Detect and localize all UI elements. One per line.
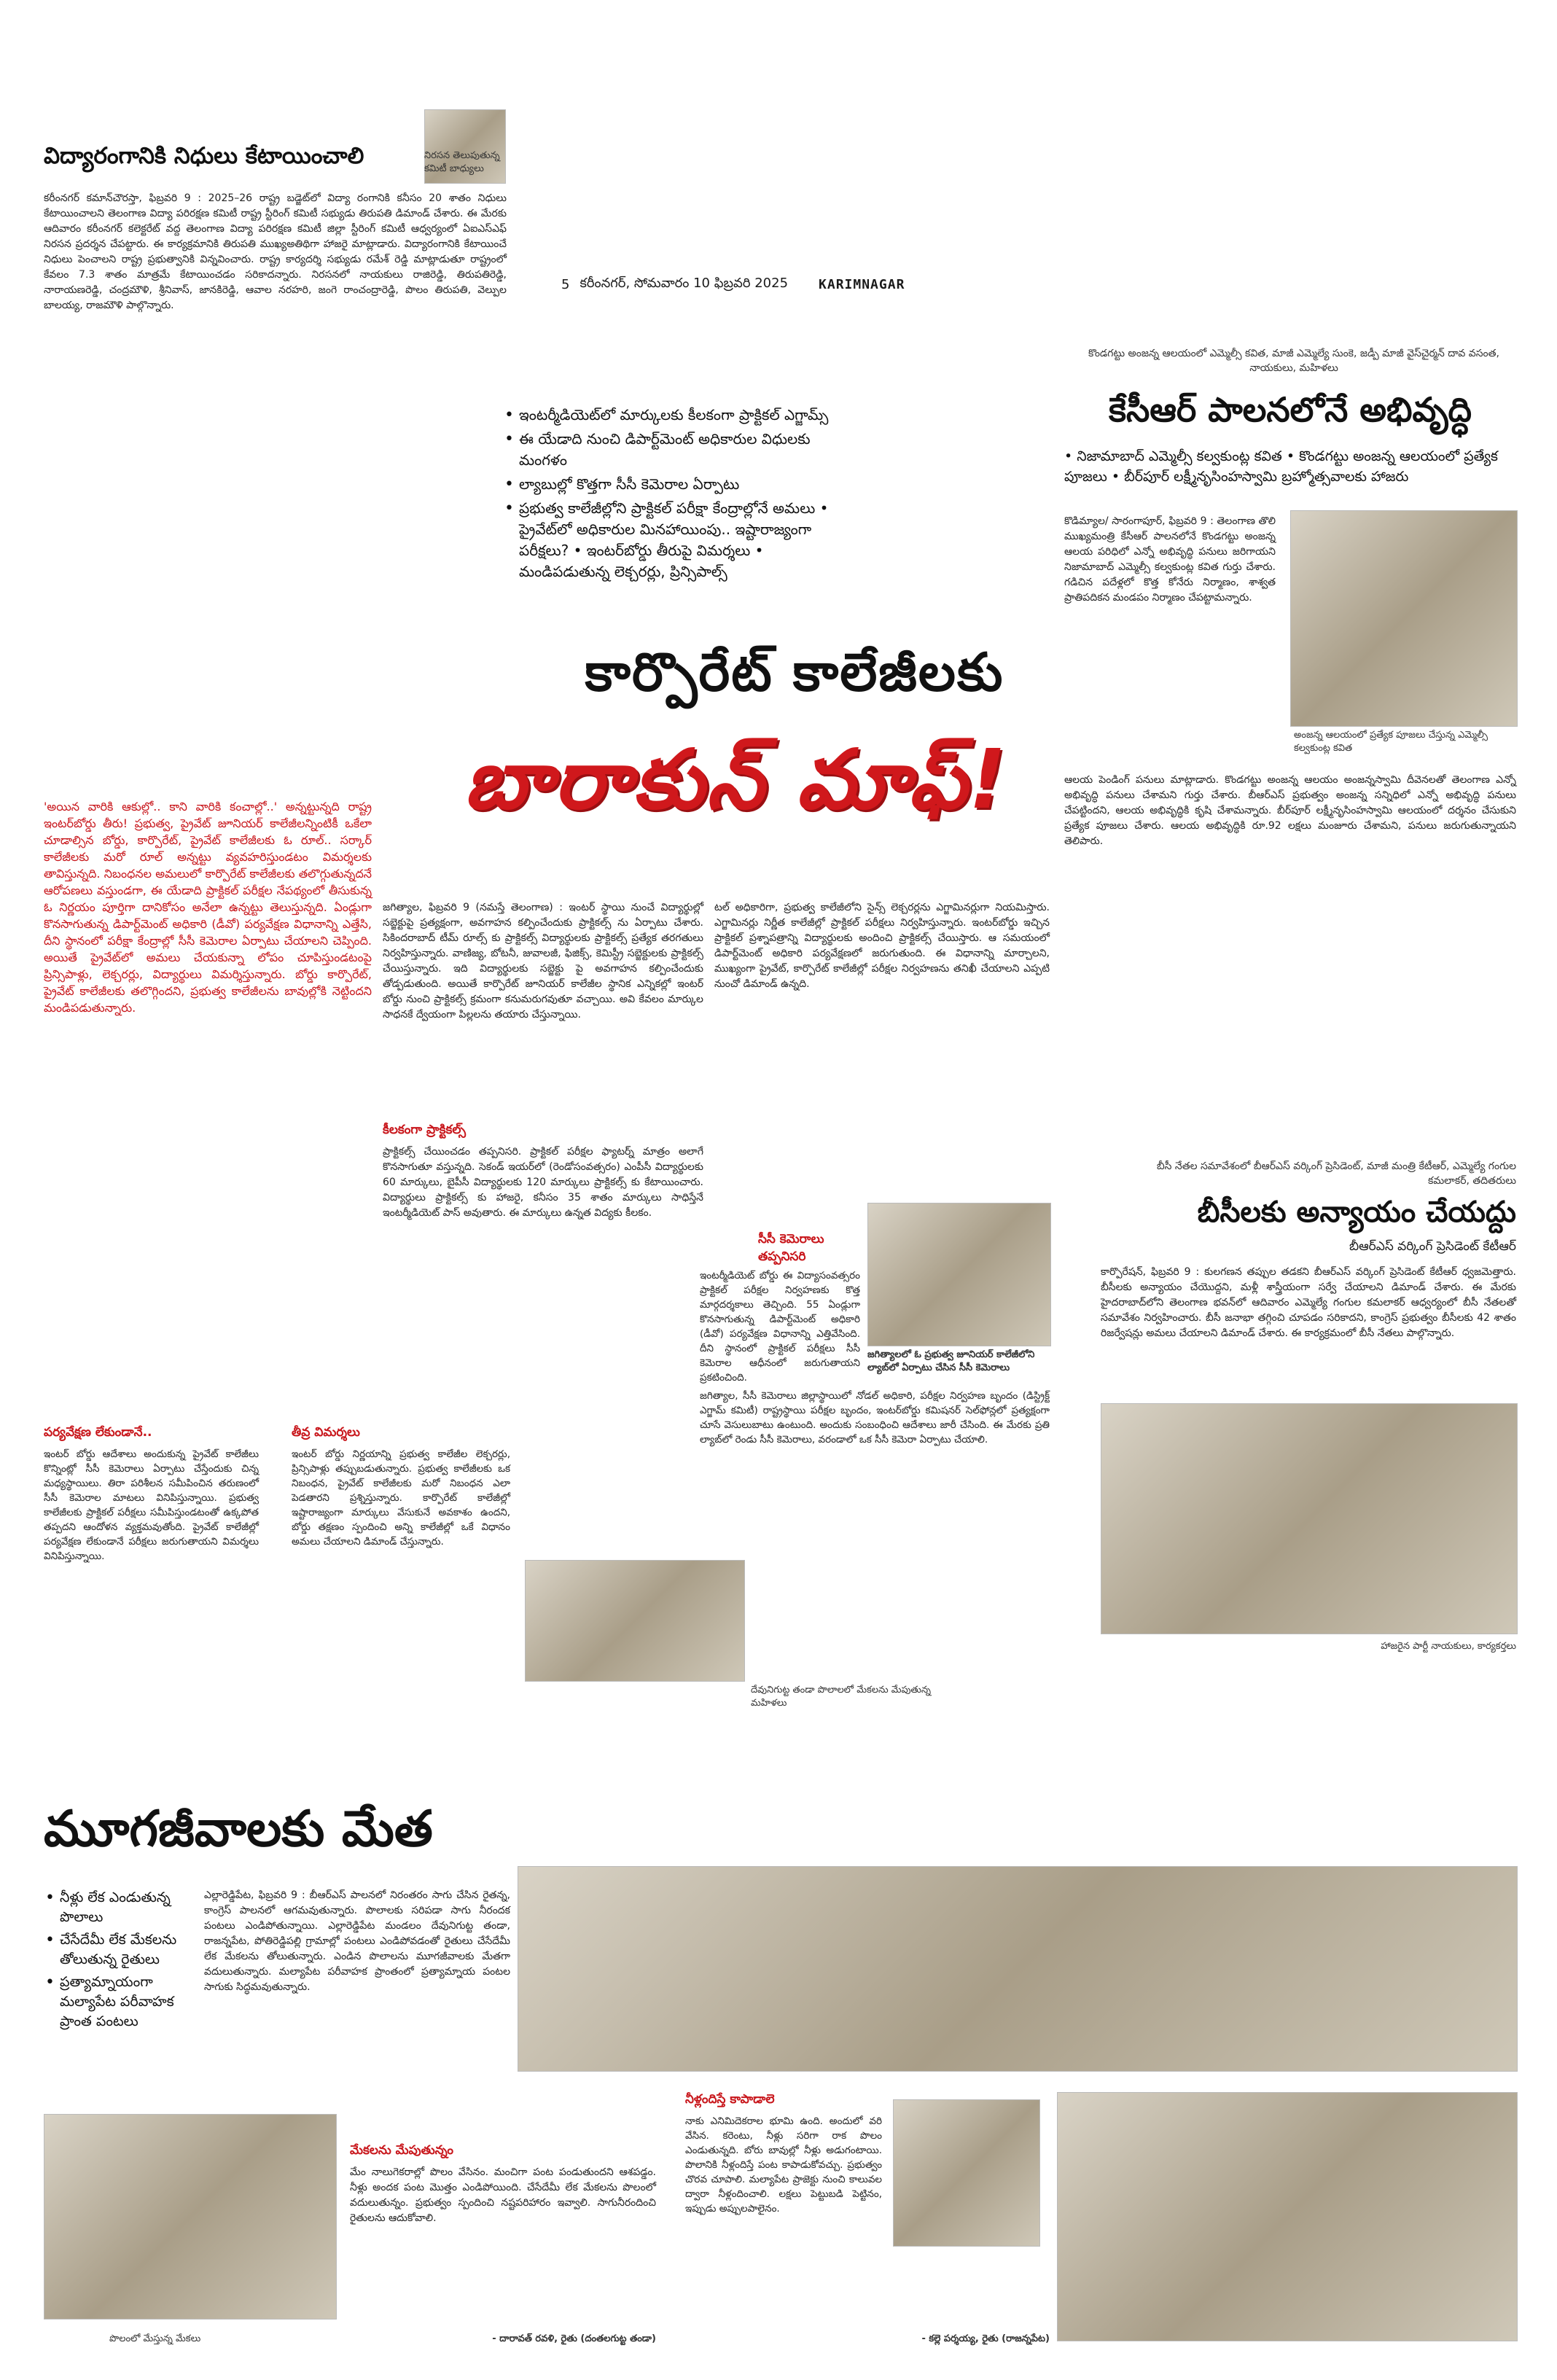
fodder-headline: మూగజీవాలకు మేత <box>44 1800 433 1858</box>
fodder-body: ఎల్లారెడ్డిపేట, ఫిబ్రవరి 9 : బీఆర్ఎస్ పాలనలో నిరంతరం సాగు చేసిన రైతన్న, కాంగ్రెస్ పాలనలో ఆగమవుతున్నారు. పొలాలకు సరిపడా సాగు నీరందక పంటలు ఎండిపోతున్నాయి. ఎల్లారెడ్డిపేట మండలం దేవునిగుట్ట తండా, రాజన్నపేట, పోతిరెడ్డిపల్లి గ్రామాల్లో పంటలు ఎండిపోవడంతో రైతులు చేసేదేమీ లేక మేకలను తోలుతున్నారు. ఎండిన పొలాలను మూగజీవాలకు మేతగా వదులుతున్నారు. మల్యాపేట పరీవాహక ప్రాంతంలో ప్రత్యామ్నాయ పంటల సాగుకు సిద్ధమవుతున్నారు. <box>204 1889 510 1993</box>
ktr-body-top: కొడిమ్యాల/ సారంగాపూర్, ఫిబ్రవరి 9 : తెలంగాణ తొలి ముఖ్యమంత్రి కేసీఆర్ పాలనలోనే కొండగట్టు అంజన్న ఆలయ పరిధిలో ఎన్నో అభివృద్ధి పనులు జరిగాయని నిజామాబాద్ ఎమ్మెల్సీ కల్వకుంట్ల కవిత గుర్తు చేశారు. గడిచిన పదేళ్లలో కొత్త కోనేరు నిర్మాణం, శాశ్వత ప్రాతిపదికన మండపం నిర్మాణం చేపట్టామన్నారు. <box>1064 515 1276 604</box>
highlight-item: • ఈ యేడాది నుంచి డిపార్ట్‌మెంట్ అధికారుల విధులకు మంగళం <box>503 429 831 471</box>
dry-field-photo <box>1057 2092 1518 2341</box>
budget-headline: విద్యారంగానికి నిధులు కేటాయించాలి <box>44 143 364 169</box>
quote-goats: - దారావత్ రవళి, రైతు (దంతలగుట్ట తండా) <box>492 2333 656 2344</box>
budget-headline-wrap <box>44 143 415 174</box>
page-number: 5 <box>561 276 570 292</box>
ktr-headline: కేసీఆర్ పాలనలోనే అభివృద్ధి <box>1108 390 1472 429</box>
section-name: KARIMNAGAR <box>819 276 905 292</box>
quote-water: - కల్లె పర్శయ్య, రైతు (రాజన్నపేట) <box>921 2333 1050 2344</box>
bc-photo <box>1101 1403 1518 1634</box>
main-body-left: జగిత్యాల, ఫిబ్రవరి 9 (నమస్తే తెలంగాణ) : ఇంటర్ స్థాయి నుంచే విద్యార్థుల్లో సబ్జెక్టుపై ప్రత్యక్షంగా, అవగాహన కల్పించేందుకు ప్రాక్టికల్స్ ను ఏర్పాటు చేశారు. సికిందరాబాద్ టీమ్ రూల్స్ కు ప్రాక్టికల్స్ విద్యార్థులకు ప్రాక్టికల్స్ ప్రత్యేక తరగతులు నిర్వహిస్తున్నారు. వాణిజ్య, బోటనీ, జువాలజీ, ఫిజిక్స్, కెమిస్ట్రీ సబ్జెక్టులకు ప్రాక్టికల్స్ చేయిస్తున్నారు. ఇది విద్యార్థులకు సబ్జెక్టు పై అవగాహన కల్పించేందుకు తోడ్పడుతుంది. అయితే కార్పొరేట్ జూనియర్ కాలేజీల స్థానిక ఎన్నికల్లో ఇంటర్ బోర్డు నుంచి ప్రాక్టికల్స్ క్రమంగా కనుమరుగవుతూ వచ్చాయి. అవి కేవలం మార్కుల సాధనకే ద్వేయంగా పిల్లలను తయారు చేస్తున్నాయి. <box>383 902 703 1021</box>
bc-kicker: బీసీ నేతల సమావేశంలో బీఆర్ఎస్ వర్కింగ్ ప్రెసిడెంట్, మాజీ మంత్రి కేటీఆర్, ఎమ్మెల్యే గంగుల కమలాకర్, తదితరులు <box>1156 1160 1516 1187</box>
main-red-intro: 'అయిన వారికి ఆకుల్లో.. కాని వారికి కంచాల్లో..' అన్నట్టున్నది రాష్ట్ర ఇంటర్‌బోర్డు తీరు! ప్రభుత్వ, ప్రైవేట్ జూనియర్ కాలేజీలన్నింటికీ ఒకేలా చూడాల్సిన బోర్డు, కార్పొరేట్, ప్రైవేట్ కాలేజీలకు ఓ రూల్.. సర్కార్ కాలేజీలకు మరో రూల్ అన్నట్టు వ్యవహరిస్తుండటం విమర్శలకు తావిస్తున్నది. నిబంధనల అమలులో కార్పొరేట్ కాలేజీలకు తలొగ్గుతున్నదనే ఆరోపణలు వస్తుండగా, ఈ యేడాది ప్రాక్టికల్ పరీక్షల నేపథ్యంలో తీసుకున్న ఓ నిర్ణయం పూర్తిగా దానికోసం అనేలా ఉన్నట్టు తెలుస్తున్నది. ఏండ్లుగా కొనసాగుతున్న డిపార్ట్‌మెంట్ అధికారి (డీవో) పర్యవేక్షణ విధానాన్ని ఎత్తేసి, దీని స్థానంలో పరీక్షా కేంద్రాల్లో సీసీ కెమెరాల ఏర్పాటు చేయాలని చెప్పింది. అయితే ప్రైవేట్‌లో అమలు చేయకున్నా లోపం చూపిస్తుండటంపై ప్రిన్సిపాళ్లు, లెక్చరర్లు, విద్యార్థులు విమర్శిస్తున్నారు. బోర్డు కార్పొరేట్, ప్రైవేట్ కాలేజీలకు తలొగ్గిందని, ప్రభుత్వ కాలేజీలను బావుల్లోకి నెట్టిందని మండిపడుతున్నారు. <box>44 800 372 1015</box>
sub-criticism: తీవ్ర విమర్శలు <box>292 1425 360 1440</box>
main-body-cctv: ఇంటర్మీడియెట్ బోర్డు ఈ విద్యాసంవత్సరం ప్రాక్టికల్ పరీక్షల నిర్వహణకు కొత్త మార్గదర్శకాలు తెచ్చింది. 55 ఏండ్లుగా కొనసాగుతున్న డిపార్ట్‌మెంట్ అధికారి (డీవో) పర్యవేక్షణ విధానాన్ని ఎత్తివేసింది. దీని స్థానంలో ప్రాక్టికల్ పరీక్షలు సీసీ కెమెరాల ఆధీనంలో జరుగుతాయని ప్రకటించింది. <box>700 1270 860 1384</box>
sub-cctv: సీసీ కెమెరాలు తప్పనిసరి <box>758 1232 824 1264</box>
ktr-deck: • నిజామాబాద్ ఎమ్మెల్సీ కల్వకుంట్ల కవిత • కొండగట్టు అంజన్న ఆలయంలో ప్రత్యేక పూజలు • బీర్‌పూర్ లక్ష్మీనృసింహస్వామి బ్రహ్మోత్సవాలకు హాజరు <box>1064 448 1498 485</box>
fodder-body-goats: మేం నాలుగెకరాల్లో పొలం వేసినం. మంచిగా పంట పండుతుందని ఆశపడ్డం. నీళ్లు అందక పంట మొత్తం ఎండిపోయింది. చేసేదేమీ లేక మేకలను పొలంలో వదులుతున్నం. ప్రభుత్వం స్పందించి నష్టపరిహారం ఇవ్వాలి. సాగునీరందించి రైతులను ఆదుకోవాలి. <box>350 2166 656 2224</box>
ktr-kicker: కొండగట్టు అంజన్న ఆలయంలో ఎమ్మెల్సీ కవిత, మాజీ ఎమ్మెల్యే సుంకె, జడ్పీ మాజీ వైస్‌చైర్మన్ దావ వసంత, నాయకులు, మహిళలు <box>1088 348 1499 374</box>
main-body-lab: జగిత్యాల, సీసీ కెమెరాలు జిల్లాస్థాయిలో నోడల్ అధికారి, పరీక్షల నిర్వహణ బృందం (డిస్ట్రిక్ట్ ఎగ్జామ్ కమిటీ) రాష్ట్రస్థాయి పరీక్షల బృందం, ఇంటర్‌బోర్డు కమిషనర్ సెల్‌ఫోన్లలో ప్రత్యక్షంగా చూసే వెసులుబాటు ఉంటుంది. అందుకు సంబంధించి ఆదేశాలు జారీ చేసింది. ఈ మేరకు ప్రతి ల్యాబ్‌లో రెండు సీసీ కెమెరాలు, వరండాలో ఒక సీసీ కెమెరా ఏర్పాటు చేయాలి. <box>700 1390 1050 1445</box>
fodder-highlight-item: • నీళ్లు లేక ఎండుతున్న పొలాలు <box>44 1888 190 1927</box>
goats-photo <box>44 2114 337 2319</box>
sub-no-supervision: పర్యవేక్షణ లేకుండానే.. <box>44 1425 152 1440</box>
fodder-highlight-item: • ప్రత్యామ్నాయంగా మల్యాపేట పరీవాహక ప్రాంత పంటలు <box>44 1973 190 2032</box>
highlight-item: • ల్యాబుల్లో కొత్తగా సీసీ కెమెరాల ఏర్పాటు <box>503 474 831 495</box>
main-body-key: ప్రాక్టికల్స్ చేయించడం తప్పనిసరి. ప్రాక్టికల్ పరీక్షల ఫ్యాటర్న్ మాత్రం అలాగే కొనసాగుతూ వస్తున్నది. సెకండ్ ఇయర్‌లో (రెండోసంవత్సరం) ఎంపీసీ విద్యార్థులకు 60 మార్కులు, బైపీసీ విద్యార్థులకు 120 మార్కులు ప్రాక్టికల్స్ కు కేటాయించారు. విద్యార్థులు ప్రాక్టికల్స్ కు హాజరై, కనీసం 35 శాతం మార్కులు సాధిస్తేనే ఇంటర్మీడియెట్ పాస్ అవుతారు. ఈ మార్కులు ఉన్నత విద్యకు కీలకం. <box>383 1146 703 1219</box>
masthead <box>561 270 1006 299</box>
bc-body: కార్పొరేషన్, ఫిబ్రవరి 9 : కులగణన తప్పుల తడకని బీఆర్ఎస్ వర్కింగ్ ప్రెసిడెంట్ కేటీఆర్ ధ్వజమెత్తారు. బీసీలకు అన్యాయం చేయొద్దని, మళ్లీ శాస్త్రీయంగా సర్వే చేయాలని డిమాండ్ చేశారు. ఈ మేరకు హైదరాబాద్‌లోని తెలంగాణ భవన్‌లో ఆదివారం ఎమ్మెల్యే గంగుల కమలాకర్ ఆధ్వర్యంలో బీసీ నేతలతో సమావేశం నిర్వహించారు. బీసీ జనాభా తగ్గించి చూపడం సరికాదని, కాంగ్రెస్ ప్రభుత్వం బీసీలకు 42 శాతం రిజర్వేషన్లు అమలు చేయాలని డిమాండ్ చేశారు. ఈ కార్యక్రమంలో బీసీ నేతలు పాల్గొన్నారు. <box>1101 1266 1516 1339</box>
ktr-photo-caption: అంజన్న ఆలయంలో ప్రత్యేక పూజలు చేస్తున్న ఎమ్మెల్సీ కల్వకుంట్ల కవిత <box>1294 730 1488 754</box>
dateline: కరీంనగర్, సోమవారం 10 ఫిబ్రవరి 2025 <box>580 275 789 291</box>
bc-photo-caption: హాజరైన పార్టీ నాయకులు, కార్యకర్తలు <box>1381 1641 1516 1652</box>
main-body-watch: ఇంటర్ బోర్డు ఆదేశాలు అందుకున్న ప్రైవేట్ కాలేజీలు కొన్నింట్లో సీసీ కెమెరాలు ఏర్పాటు చేస్తేందుకు చిన్న మధ్యస్థాయిలు. తిరా పరిశీలన సమీపించిన తరుణంలో సీసీ కెమెరాల మాటలు వినిపిస్తున్నాయి. ప్రభుత్వ కాలేజీలకు ప్రాక్టికల్ పరీక్షలు సమీపిస్తుండటంతో ఉక్కపోత తప్పదని ఆందోళన వ్యక్తమవుతోంది. ప్రైవేట్ కాలేజీల్లో పర్యవేక్షణ లేకుండానే పరీక్షలు జరుగుతాయని విమర్శలు వినిపిస్తున్నాయి. <box>44 1448 259 1562</box>
highlight-item: • ప్రభుత్వ కాలేజీల్లోని ప్రాక్టికల్ పరీక్షా కేంద్రాల్లోనే అమలు • ప్రైవేట్‌లో అధికారుల మినహాయింపు.. ఇష్టారాజ్యంగా పరీక్షలు? • ఇంటర్‌బోర్డు తీరుపై విమర్శలు • మండిపడుతున్న లెక్చరర్లు, ప్రిన్సిపాల్స్ <box>503 498 831 582</box>
farmer-photo <box>893 2099 1040 2247</box>
main-body-mid: టల్ అధికారిగా, ప్రభుత్వ కాలేజీలోని సైన్స్ లెక్చరర్లను ఎగ్జామినర్లుగా నియమిస్తారు. ఎగ్జామినర్లు నిర్ణీత కాలేజీల్లో ప్రాక్టికల్ పరీక్షలు నిర్వహిస్తున్నారు. ఇంటర్‌బోర్డు ఇచ్చిన ప్రాక్టికల్ ప్రశ్నాపత్రాన్ని విద్యార్థులకు అందించి ప్రాక్టికల్స్ చేయిస్తారు. ఆ సమయంలో డిపార్ట్‌మెంట్ అధికారి పర్యవేక్షణలో జరుగుతుంది. ఈ విధానాన్ని మార్చాలని, ముఖ్యంగా ప్రైవేట్, కార్పొరేట్ కాలేజీల్లో పరీక్షల నిర్వహణను తనిఖీ చేయాలని ఎప్పటి నుంచో డిమాండ్ ఉన్నది. <box>714 902 1050 990</box>
fodder-body-water: నాకు ఎనిమిదెకరాల భూమి ఉంది. అందులో వరి వేసిన. కరెంటు, నీళ్లు సరిగా రాక పొలం ఎండుతున్నది. బోరు బావుల్లో నీళ్లు అడుగంటాయి. పొలానికి నీళ్లందిస్తే పంట కాపాడుకోవచ్చు. ప్రభుత్వం చొరవ చూపాలి. మల్యాపేట ప్రాజెక్టు నుంచి కాలువల ద్వారా నీళ్లందించాలి. లక్షలు పెట్టుబడి పెట్టినం, ఇప్పుడు అప్పులపాలైనం. <box>685 2115 882 2215</box>
sub-grazing: మేకలను మేపుతున్నం <box>350 2143 454 2158</box>
goats-photo-caption: పొలంలో మేస్తున్న మేకలు <box>109 2333 201 2344</box>
highlight-item: • ఇంటర్మీడియెట్‌లో మార్కులకు కీలకంగా ప్రాక్టికల్ ఎగ్జామ్స్ <box>503 405 831 426</box>
main-body-crit: ఇంటర్ బోర్డు నిర్ణయాన్ని ప్రభుత్వ కాలేజీల లెక్చరర్లు, ప్రిన్సిపాళ్లు తప్పుబడుతున్నారు. ప్రభుత్వ కాలేజీలకు ఒక నిబంధన, ప్రైవేట్ కాలేజీలకు మరో నిబంధన ఎలా పెడతారని ప్రశ్నిస్తున్నారు. కార్పొరేట్ కాలేజీల్లో ఇష్టారాజ్యంగా మార్కులు వేసుకునే అవకాశం ఉందని, బోర్డు తక్షణం స్పందించి అన్ని కాలేజీల్లో ఒకే విధానం అమలు చేయాలని డిమాండ్ చేస్తున్నారు. <box>292 1448 510 1548</box>
ktr-photo <box>1290 510 1518 727</box>
budget-photo-caption: నిరసన తెలుపుతున్న కమిటీ బాధ్యులు <box>424 150 500 174</box>
fodder-highlight-item: • చేసేదేమీ లేక మేకలను తోలుతున్న రైతులు <box>44 1930 190 1970</box>
lab-photo <box>867 1203 1051 1346</box>
lab-photo-caption: జగిత్యాలలో ఓ ప్రభుత్వ జూనియర్ కాలేజీలోని ల్యాబ్‌లో ఏర్పాటు చేసిన సీసీ కెమెరాలు <box>867 1349 1035 1373</box>
sub-water: నీళ్లందిస్తే కాపాడాలె <box>685 2092 775 2107</box>
main-kicker: కార్పొరేట్ కాలేజీలకు <box>585 641 1004 703</box>
goats-field-caption: దేవునిగుట్ట తండా పొలాలలో మేకలను మేపుతున్న మహిళలు <box>751 1685 932 1709</box>
fodder-highlights <box>44 1888 190 2034</box>
sub-key-practicals: కీలకంగా ప్రాక్టికల్స్ <box>383 1123 467 1137</box>
fodder-photo <box>518 1866 1518 2072</box>
ktr-body-bottom: ఆలయ పెండింగ్ పనులు మాట్లాడారు. కొండగట్టు అంజన్న ఆలయం అంజన్నస్వామి దీవెనలతో తెలంగాణ ఎన్నో అభివృద్ధి పనులు చేశామని గుర్తు చేశారు. బీఆర్ఎస్ ప్రభుత్వం అంజన్న సన్నిధిలో ఎన్నో అభివృద్ధి పనులు చేపట్టిందని, ఆలయ అభివృద్ధికి కృషి చేశామన్నారు. బీర్‌పూర్ లక్ష్మీనృసింహస్వామి ఆలయంలో దర్శనం చేసుకుని ప్రత్యేక పూజలు చేశారు. ఆలయ అభివృద్ధికి రూ.92 లక్షలు మంజూరు చేశామని, పనులు జరుగుతున్నాయని తెలిపారు. <box>1064 774 1516 847</box>
bc-byline: బీఆర్ఎస్ వర్కింగ్ ప్రెసిడెంట్ కేటీఆర్ <box>1349 1239 1516 1254</box>
budget-body: కరీంనగర్ కమాన్‌చౌరస్తా, ఫిబ్రవరి 9 : 2025–26 రాష్ట్ర బడ్జెట్‌లో విద్యా రంగానికి కనీసం 20 శాతం నిధులు కేటాయించాలని తెలంగాణ విద్యా పరిరక్షణ కమిటీ రాష్ట్ర స్టీరింగ్ కమిటీ సభ్యుడు తిరుపతి డిమాండ్ చేశారు. ఈ మేరకు ఆదివారం కరీంనగర్ కలెక్టరేట్ వద్ద తెలంగాణ విద్యా పరిరక్షణ కమిటీ జిల్లా స్టీరింగ్ కమిటీ ఆధ్వర్యంలో ఏఐఎస్ఎఫ్ నిరసన ప్రదర్శన చేపట్టారు. ఈ కార్యక్రమానికి తిరుపతి ముఖ్యఅతిథిగా హాజరై మాట్లాడారు. విద్యారంగానికి కేటాయించే నిధులు పెంచాలని రాష్ట్ర ప్రభుత్వానికి విన్నవించారు. రాష్ట్ర కార్యదర్శి సభ్యుడు రమేశ్ రెడ్డి మాట్లాడుతూ రాష్ట్రంలో కేవలం 7.3 శాతం మాత్రమే కేటాయించడం సరికాదన్నారు. నిరసనలో నాయకులు రాజిరెడ్డి, తిరుపతిరెడ్డి, నారాయణరెడ్డి, చంద్రమౌళి, శ్రీనివాస్, జానకిరెడ్డి, ఆవాల నరహరి, జంగె రాంచంద్రారెడ్డి, పొలం తిరుపతి, వెల్పుల బాలయ్య, రాజమౌళి పాల్గొన్నారు. <box>44 192 507 311</box>
goats-field-photo <box>525 1560 745 1682</box>
bc-headline: బీసీలకు అన్యాయం చేయద్దు <box>1197 1195 1516 1229</box>
main-headline: బారాకున్ మాఫ్! <box>464 733 1009 827</box>
main-highlights <box>503 405 831 585</box>
